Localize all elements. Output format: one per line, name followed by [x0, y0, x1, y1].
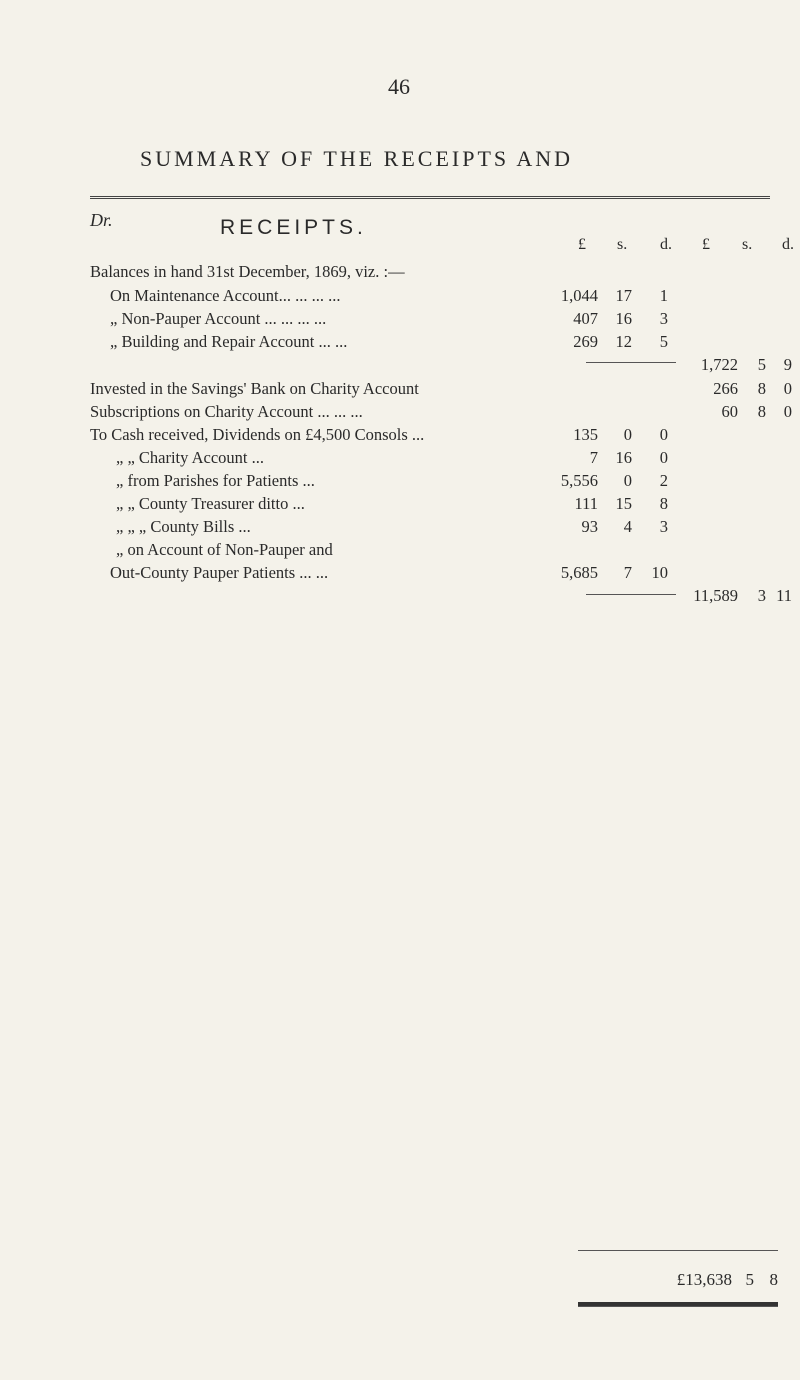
amount-pounds: 407 — [573, 309, 598, 328]
amount-pounds: 5,556 — [560, 471, 598, 490]
total-pounds: 60 — [721, 402, 738, 421]
total-pence: 0 — [783, 402, 792, 421]
ledger-row-text: On Maintenance Account... ... ... ... — [110, 286, 341, 305]
amount-pounds: 269 — [573, 332, 598, 351]
amount-shillings: 0 — [623, 425, 632, 444]
amount-shillings: 16 — [615, 448, 632, 467]
grand-total-shillings: 5 — [745, 1270, 754, 1289]
subtotal-rule — [586, 362, 676, 363]
page-number: 46 — [388, 74, 410, 99]
amount-shillings: 0 — [623, 471, 632, 490]
amount-shillings: 12 — [615, 332, 632, 351]
ledger-row-text: „ „ County Treasurer ditto ... — [116, 494, 305, 513]
amount-pence: 5 — [659, 332, 668, 351]
total-shillings: 8 — [757, 402, 766, 421]
ledger-row-text: Invested in the Savings' Bank on Charity Account — [90, 379, 419, 398]
total-rule — [578, 1250, 778, 1251]
amount-pence: 0 — [659, 425, 668, 444]
subtotal-shillings: 3 — [757, 586, 766, 605]
col-header-shillings-1: s. — [617, 236, 628, 253]
amount-shillings: 15 — [615, 494, 632, 513]
ledger-row-text: „ „ Charity Account ... — [116, 448, 265, 467]
total-pounds: 266 — [713, 379, 738, 398]
amount-pence: 8 — [659, 494, 668, 513]
ledger-row-text: „ Building and Repair Account ... ... — [110, 332, 348, 351]
title-rule — [90, 196, 770, 199]
col-header-pounds-1: £ — [578, 236, 586, 253]
total-shillings: 8 — [757, 379, 766, 398]
ledger-row-text: „ from Parishes for Patients ... — [116, 471, 315, 490]
amount-pounds: 135 — [573, 425, 598, 444]
amount-pence: 1 — [659, 286, 668, 305]
ledger-row-text: „ Non-Pauper Account ... ... ... ... — [110, 309, 327, 328]
subtotal-pounds: 1,722 — [700, 355, 738, 374]
subtotal-shillings: 5 — [757, 355, 766, 374]
ledger-row-text: „ on Account of Non-Pauper and — [116, 540, 333, 559]
amount-pounds: 111 — [574, 494, 598, 513]
amount-pounds: 7 — [589, 448, 598, 467]
ledger-row-text: „ „ „ County Bills ... — [116, 517, 251, 536]
subtotal-pence: 11 — [776, 586, 792, 605]
grand-total-pence: 8 — [769, 1270, 778, 1289]
subtotal-rule — [586, 594, 676, 595]
amount-pence: 3 — [659, 309, 668, 328]
amount-pounds: 5,685 — [560, 563, 598, 582]
total-pence: 0 — [783, 379, 792, 398]
subtotal-pounds: 11,589 — [693, 586, 738, 605]
col-header-pence-1: d. — [660, 236, 672, 253]
dr-label: Dr. — [90, 210, 113, 230]
ledger-row-text: Out-County Pauper Patients ... ... — [110, 563, 329, 582]
amount-pounds: 1,044 — [560, 286, 598, 305]
col-header-pence-2: d. — [782, 236, 794, 253]
amount-pence: 0 — [659, 448, 668, 467]
amount-pence: 2 — [659, 471, 668, 490]
amount-pence: 3 — [659, 517, 668, 536]
amount-shillings: 4 — [623, 517, 632, 536]
ledger-row-text: To Cash received, Dividends on £4,500 Consols ... — [90, 425, 425, 444]
grand-total-pounds: £13,638 — [676, 1270, 732, 1289]
page-title: SUMMARY OF THE RECEIPTS AND — [140, 146, 574, 171]
amount-pence: 10 — [651, 563, 668, 582]
receipts-heading: RECEIPTS. — [220, 216, 367, 239]
amount-shillings: 17 — [615, 286, 632, 305]
amount-shillings: 7 — [623, 563, 632, 582]
col-header-shillings-2: s. — [742, 236, 753, 253]
ledger-row-text: Balances in hand 31st December, 1869, viz. :— — [90, 262, 405, 281]
col-header-pounds-2: £ — [702, 236, 710, 253]
subtotal-pence: 9 — [783, 355, 792, 374]
ledger-row-text: Subscriptions on Charity Account ... ... ... — [90, 402, 363, 421]
amount-pounds: 93 — [581, 517, 598, 536]
amount-shillings: 16 — [615, 309, 632, 328]
double-rule-thin — [578, 1306, 778, 1307]
